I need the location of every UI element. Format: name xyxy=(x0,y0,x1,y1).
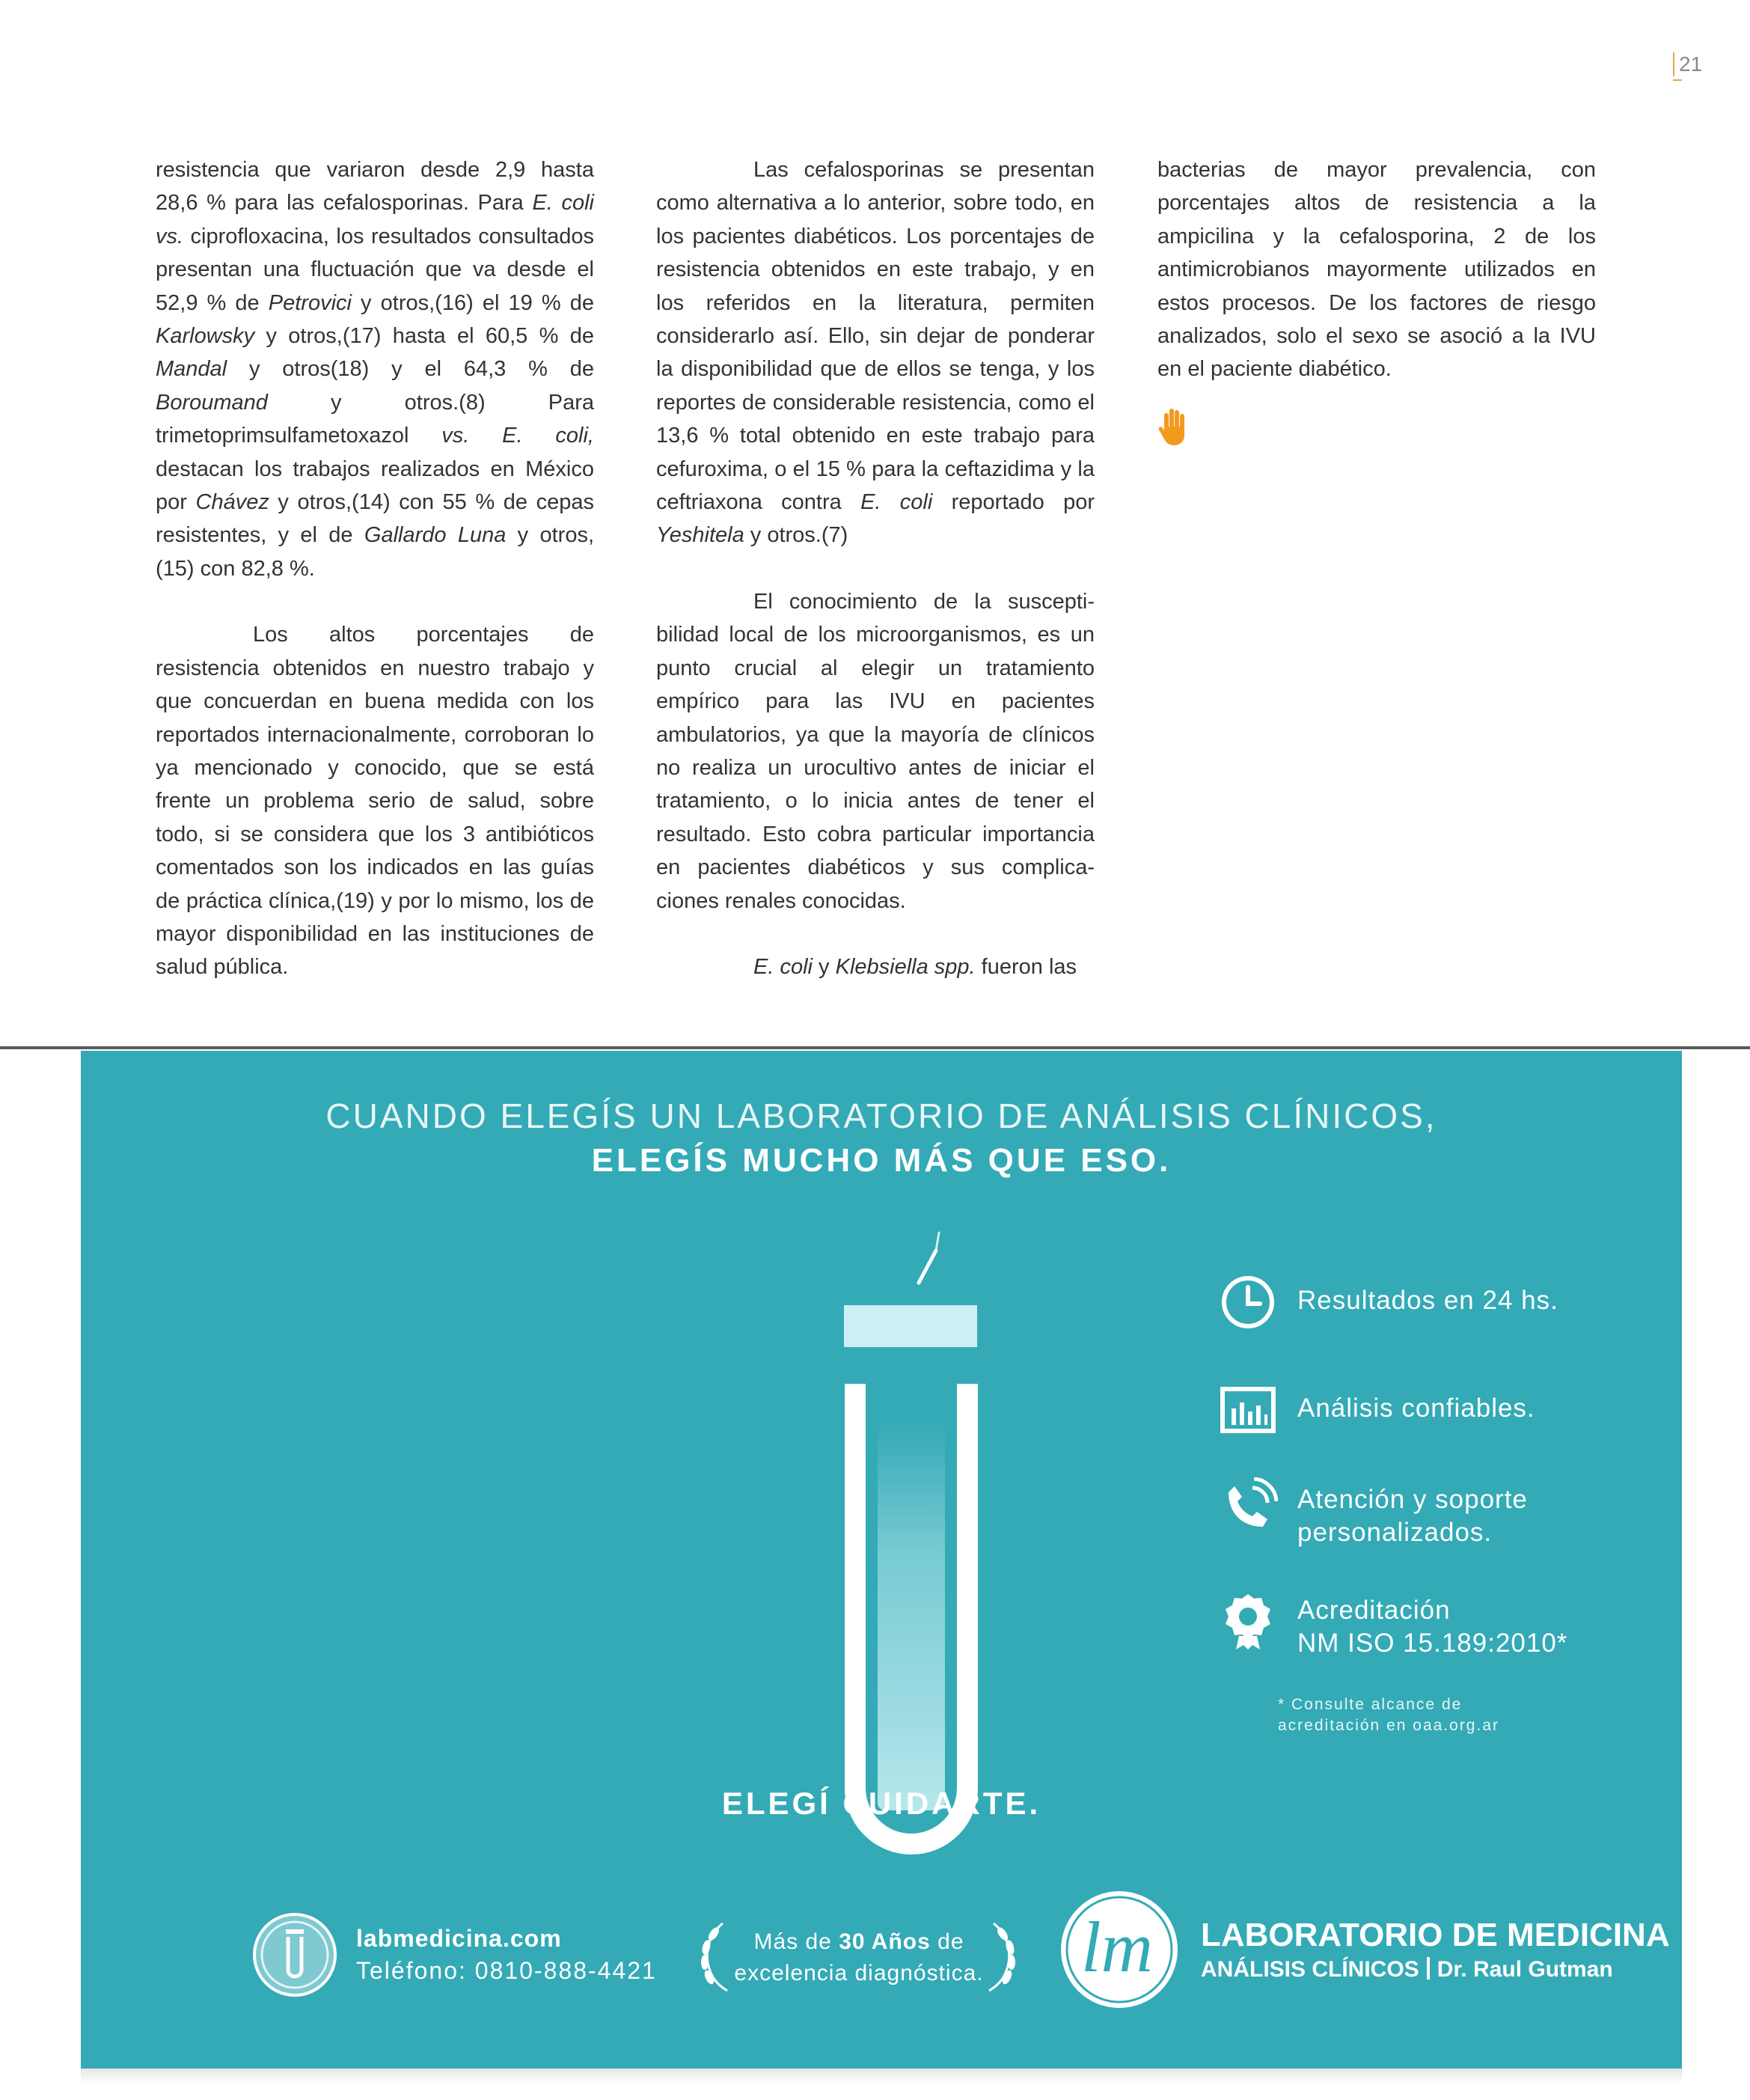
advertisement-banner xyxy=(81,1051,1682,2069)
experience-badge xyxy=(694,1910,1024,2000)
ad-slogan: ELEGÍ CUIDARTE. xyxy=(721,1786,1041,1821)
author-name: Chávez xyxy=(195,490,269,515)
author-name: Karlowsky xyxy=(156,324,255,349)
text-run-italic: E. coli xyxy=(753,954,813,979)
feature-support xyxy=(1218,1477,1528,1549)
text-run-italic: E. coli xyxy=(860,490,933,515)
section-divider xyxy=(0,1046,1750,1049)
bar-chart-icon xyxy=(1218,1380,1278,1440)
col1-paragraph-1 xyxy=(156,153,594,585)
text-run: ciprofloxacina, los resultados consultados presentan una fluctuación que va desde el 52,9 % de xyxy=(156,224,594,315)
col2-paragraph-2: El conocimiento de la suscepti-bilidad local de los microorganismos, es un punto crucial al elegir un tratamiento empírico para las IVU en pacientes ambulatorios, ya que la mayoría de clínicos no realiza un urocultivo antes de iniciar el tratamiento, o lo inicia antes de tener el resultado. Esto cobra particular importancia en pacientes diabéticos y sus complica-ciones renales conocidas. xyxy=(656,589,1095,913)
logo-letters: lm xyxy=(1081,1907,1153,1987)
author-name: Boroumand xyxy=(156,390,268,415)
footnote-line: * Consulte alcance de xyxy=(1278,1694,1499,1715)
hand-icon xyxy=(1157,407,1190,446)
footnote-line: acreditación en oaa.org.ar xyxy=(1278,1717,1499,1734)
text-run: y otros.(7) xyxy=(744,523,848,548)
feature-text: NM ISO 15.189:2010* xyxy=(1297,1629,1568,1658)
author-name: Petrovici xyxy=(268,290,352,315)
text-run: y otros.(8) Para trimetoprimsulfametoxazol xyxy=(156,390,594,448)
article-column-1 xyxy=(156,153,594,1017)
laurel-right-icon xyxy=(985,1919,1022,1994)
text-run-italic: Klebsiella spp. xyxy=(835,954,976,979)
text-run: y otros,(16) el 19 % de xyxy=(351,290,594,315)
test-tube-badge-icon xyxy=(251,1911,338,1998)
award-badge-icon xyxy=(1218,1591,1278,1651)
feature-accreditation xyxy=(1218,1591,1567,1660)
article-column-3 xyxy=(1157,153,1596,446)
text-run: resistencia que variaron desde 2,9 hasta 28,6 % para las cefalosporinas. Para xyxy=(156,158,594,216)
text-run: y otros,(14) con 55 % de cepas resistentes, y el de xyxy=(156,490,594,548)
brand-logo xyxy=(1057,1887,1181,2012)
col3-paragraph-1: bacterias de mayor prevalencia, con porcentajes altos de resistencia a la ampicilina y la cefalosporina, 2 de los antimicrobianos mayormente utilizados en estos procesos. De los factores de riesgo analizados, solo el sexo se asoció a la IVU en el paciente diabético. xyxy=(1157,158,1596,382)
text-run-italic: vs. E. coli, xyxy=(441,424,594,448)
author-name: Mandal xyxy=(156,357,227,382)
text-run-bold: 30 Años xyxy=(839,1929,931,1954)
col2-paragraph-3 xyxy=(656,950,1095,983)
text-run-italic: E. coli vs. xyxy=(156,191,594,248)
col1-paragraph-2: Los altos porcentajes de resistencia obtenidos en nuestro trabajo y que concuerdan en buena medida con los reportados internacionalmente, corroboran lo ya mencionado y conocido, que se está frente un problema serio de salud, sobre todo, si se considera que los 3 antibióticos comentados son los indicados en las guías de práctica clínica,(19) y por lo mismo, los de mayor disponibilidad en las instituciones de salud pública. xyxy=(156,623,594,980)
text-run: y otros(18) y el 64,3 % de xyxy=(227,357,594,382)
text-run: y otros,(17) hasta el 60,5 % de xyxy=(254,324,594,349)
accreditation-footnote xyxy=(1278,1694,1499,1736)
text-run: ANÁLISIS CLÍNICOS xyxy=(1201,1957,1419,1982)
separator xyxy=(1427,1957,1430,1980)
text-run: Las cefalosporinas se presentan como alternativa a lo anterior, sobre todo, en los pacientes diabéticos. Los porcentajes de resistencia obtenidos en este trabajo, y en los referidos en la literatura, permiten considerarlo así. Ello, sin dejar de ponderar la disponibilidad que de ellos se tenga, y los reportes de considerable resistencia, como el 13,6 % total obtenido en este trabajo para cefuroxima, o el 15 % para la ceftazidima y la ceftriaxona contra xyxy=(656,158,1095,515)
text-run: fueron las xyxy=(975,954,1077,979)
phone-number: Teléfono: 0810-888-4421 xyxy=(356,1957,657,1984)
clock-icon xyxy=(1218,1272,1278,1332)
feature-reliable-analysis xyxy=(1218,1380,1535,1440)
contact-block xyxy=(251,1911,657,1998)
article-column-2 xyxy=(656,153,1095,1016)
feature-text: Atención y soporte xyxy=(1297,1485,1528,1514)
text-run: reportado por xyxy=(932,490,1095,515)
feature-text: personalizados. xyxy=(1297,1518,1493,1547)
text-run: excelencia diagnóstica. xyxy=(734,1961,984,1985)
feature-results-24h xyxy=(1218,1272,1558,1332)
text-run: destacan los trabajos realizados en México por xyxy=(156,457,594,515)
page-bottom-edge xyxy=(81,2069,1682,2084)
page-number: 21 xyxy=(1673,52,1702,76)
text-run: de xyxy=(930,1929,964,1954)
ad-headline-1: CUANDO ELEGÍS UN LABORATORIO DE ANÁLISIS CLÍNICOS, xyxy=(325,1096,1437,1135)
author-name: Yeshitela xyxy=(656,523,744,548)
feature-text: Resultados en 24 hs. xyxy=(1297,1286,1558,1315)
feature-text: Análisis confiables. xyxy=(1297,1394,1535,1423)
experience-text xyxy=(724,1926,994,1989)
brand-subtitle xyxy=(1201,1957,1670,1983)
author-name: Gallardo Luna xyxy=(364,523,507,548)
brand-block xyxy=(1057,1887,1670,2012)
col2-paragraph-1 xyxy=(656,153,1095,552)
text-run: Dr. Raul Gutman xyxy=(1437,1957,1613,1982)
text-run: y xyxy=(812,954,836,979)
ad-headline-2: ELEGÍS MUCHO MÁS QUE ESO. xyxy=(591,1142,1172,1179)
phone-icon xyxy=(1218,1477,1278,1537)
website-link[interactable]: labmedicina.com xyxy=(356,1925,562,1952)
text-run: y otros,(15) con 82,8 %. xyxy=(156,523,595,581)
feature-text: Acreditación xyxy=(1297,1596,1451,1625)
text-run: Más de xyxy=(753,1929,839,1954)
brand-name: LABORATORIO DE MEDICINA xyxy=(1201,1917,1670,1953)
